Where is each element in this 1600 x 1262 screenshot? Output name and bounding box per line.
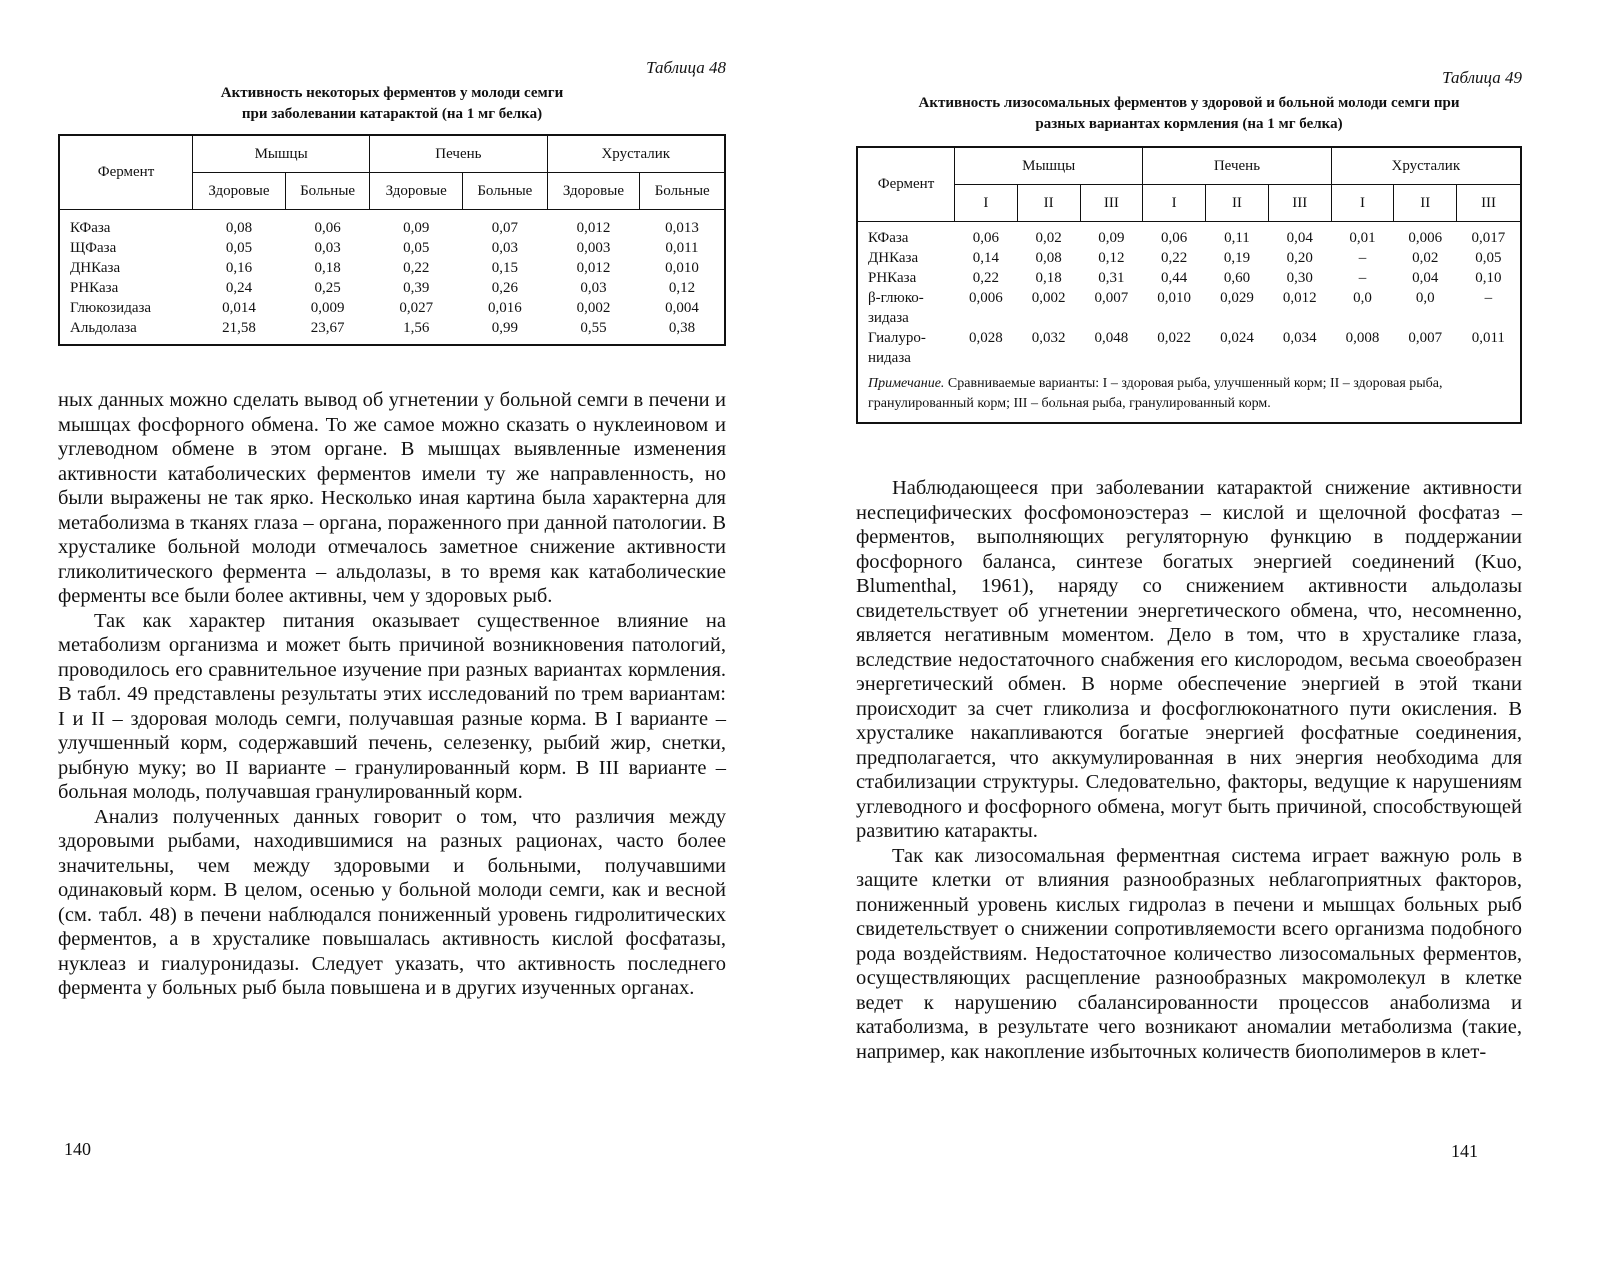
cell-value: 0,26 bbox=[491, 280, 518, 296]
subcol-header: II bbox=[1206, 185, 1269, 222]
cell-value: 0,20 bbox=[1286, 250, 1313, 266]
right-body-text bbox=[856, 476, 1522, 1064]
subcol-header: III bbox=[1080, 185, 1143, 222]
subcol-header: Больные bbox=[463, 173, 547, 210]
cell-value: 0,008 bbox=[1345, 330, 1380, 346]
cell-value: – bbox=[1484, 290, 1493, 306]
cell-value: 0,12 bbox=[1098, 250, 1125, 266]
cell-value: 0,05 bbox=[403, 240, 430, 256]
cell-value: 0,07 bbox=[491, 220, 518, 236]
table-49-label: Таблица 49 bbox=[1442, 68, 1522, 87]
table-49 bbox=[856, 146, 1522, 424]
cell-value: 0,048 bbox=[1094, 330, 1129, 346]
left-page bbox=[58, 0, 726, 1262]
enzyme-name: Глюкозидаза bbox=[70, 300, 152, 316]
cell-value: 0,14 bbox=[972, 250, 999, 266]
table-49-title bbox=[856, 93, 1522, 135]
table-row bbox=[857, 268, 1521, 288]
cell-value: 0,12 bbox=[668, 280, 696, 296]
enzyme-name bbox=[857, 248, 955, 268]
cell-value: 0,003 bbox=[576, 240, 611, 256]
group-header-lens: Хрусталик bbox=[1331, 147, 1521, 185]
table-49-title-line2: разных вариантах кормления (на 1 мг белка) bbox=[1035, 116, 1343, 132]
cell-value: 0,22 bbox=[403, 260, 430, 276]
cell-value: 0,010 bbox=[665, 260, 699, 276]
enzyme-name: ЩФаза bbox=[70, 240, 117, 256]
group-header-liver: Печень bbox=[1143, 147, 1331, 185]
enzyme-name-line2: нидаза bbox=[868, 350, 911, 366]
cell-value: 0,16 bbox=[225, 260, 253, 276]
cell-value: – bbox=[1358, 270, 1367, 286]
group-header-lens: Хрусталик bbox=[547, 135, 725, 173]
enzyme-name: Альдолаза bbox=[70, 320, 137, 336]
enzyme-name-line1: ДНКаза bbox=[868, 250, 919, 266]
cell-value: 0,31 bbox=[1098, 270, 1125, 286]
cell-value: 0,38 bbox=[668, 320, 696, 336]
cell-value: 0,04 bbox=[1412, 270, 1439, 286]
subcol-header: Здоровые bbox=[370, 173, 463, 210]
cell-value: 0,02 bbox=[1412, 250, 1439, 266]
cell-value: 0,012 bbox=[1282, 290, 1317, 306]
cell-value: 0,0 bbox=[1415, 290, 1435, 306]
cell-value: 0,09 bbox=[1098, 230, 1125, 246]
table-48-title-line2: при заболевании катарактой (на 1 мг белка) bbox=[241, 106, 543, 122]
cell-value: 0,012 bbox=[576, 260, 611, 276]
paragraph: Анализ полученных данных говорит о том, что различия между здоровыми рыбами, находившимися на разных рационах, часто более значительны, чем между здоровыми и больными, получавшими одинаковый корм. В целом, осенью у больной молоди семги, как и весной (см. табл. 48) в печени наблюдался пониженный уровень гидролитических ферментов, а в хрусталике повышалась активность кислой фосфатазы, нуклеаз и гиалуронидазы. Следует указать, что активность последнего фермента у больных рыб была повышена и в других изученных органах. bbox=[58, 805, 726, 999]
subcol-header: I bbox=[1143, 185, 1206, 222]
cell-value: 0,004 bbox=[665, 300, 699, 316]
table-row bbox=[857, 228, 1521, 248]
cell-value: 0,25 bbox=[314, 280, 341, 296]
cell-value: 0,028 bbox=[969, 330, 1003, 346]
enzyme-name: РНКаза bbox=[70, 280, 119, 296]
cell-value: 0,09 bbox=[403, 220, 430, 236]
cell-value: 0,06 bbox=[972, 230, 999, 246]
subcol-header: III bbox=[1457, 185, 1521, 222]
paragraph: Так как лизосомальная ферментная система играет важную роль в защите клетки от влияния разнообразных неблагоприятных факторов, пониженный уровень кислых гидролаз в печени и мышцах больных рыб свидетельствует о снижении сопротивляемости всего организма подобного рода воздействиям. Недостаточное количество лизосомальных ферментов, осуществляющих расщепление разнообразных макромолекул в клетке ведет к нарушению сбалансированности процессов анаболизма и катаболизма, в результате чего возникают аномалии метаболизма (такие, например, как накопление избыточных количеств биополимеров в клет- bbox=[856, 844, 1522, 1063]
table-row bbox=[59, 298, 725, 318]
table-row bbox=[59, 218, 725, 238]
page-number: 141 bbox=[1451, 1141, 1478, 1161]
cell-value: 0,022 bbox=[1157, 330, 1192, 346]
group-header-liver: Печень bbox=[370, 135, 547, 173]
subcol-header: II bbox=[1394, 185, 1457, 222]
subcol-header: I bbox=[1331, 185, 1394, 222]
cell-value: 0,007 bbox=[1094, 290, 1129, 306]
cell-value: 0,04 bbox=[1286, 230, 1313, 246]
cell-value: 0,11 bbox=[1224, 230, 1250, 246]
table-row bbox=[59, 258, 725, 278]
subcol-header: I bbox=[955, 185, 1018, 222]
cell-value: 0,017 bbox=[1471, 230, 1506, 246]
cell-value: 0,011 bbox=[665, 240, 699, 256]
cell-value: – bbox=[1358, 250, 1367, 266]
cell-value: 0,029 bbox=[1220, 290, 1254, 306]
paragraph: ных данных можно сделать вывод об угнетении у больной семги в печени и мышцах фосфорного обмена. То же самое можно сказать о нуклеиновом и углеводном обмене в этом органе. В мышцах выявленные изменения активности катаболических ферментов имели ту же направленность, но были выражены не так ярко. Несколько иная картина была характерна для метаболизма в тканях глаза – органа, пораженного при данной патологии. В хрусталике больной молоди отмечалось заметное снижение активности гликолитического фермента – альдолазы, в то время как катаболические ферменты все были более активны, чем у здоровых рыб. bbox=[58, 389, 726, 607]
cell-value: 0,03 bbox=[491, 240, 518, 256]
cell-value: 0,012 bbox=[576, 220, 611, 236]
cell-value: 0,08 bbox=[225, 220, 253, 236]
cell-value: 0,60 bbox=[1223, 270, 1251, 286]
cell-value: 0,06 bbox=[1161, 230, 1188, 246]
cell-value: 0,009 bbox=[310, 300, 345, 316]
cell-value: 0,15 bbox=[491, 260, 518, 276]
enzyme-name bbox=[857, 288, 955, 328]
cell-value: 0,010 bbox=[1157, 290, 1192, 306]
group-header-muscle: Мышцы bbox=[193, 135, 370, 173]
cell-value: 0,006 bbox=[1408, 230, 1443, 246]
cell-value: 0,0 bbox=[1353, 290, 1372, 306]
table-48 bbox=[58, 134, 726, 346]
cell-value: 0,44 bbox=[1161, 270, 1188, 286]
group-header-muscle: Мышцы bbox=[955, 147, 1143, 185]
enzyme-name-line1: β-глюко- bbox=[868, 290, 924, 306]
cell-value: 0,013 bbox=[665, 220, 699, 236]
cell-value: 0,18 bbox=[314, 260, 341, 276]
cell-value: 0,032 bbox=[1031, 330, 1066, 346]
table-49-note bbox=[857, 368, 1521, 423]
note-label: Примечание. bbox=[868, 376, 945, 391]
subcol-header: Больные bbox=[285, 173, 369, 210]
cell-value: 0,007 bbox=[1408, 330, 1443, 346]
subcol-header: III bbox=[1268, 185, 1331, 222]
cell-value: 0,027 bbox=[399, 300, 434, 316]
enzyme-name bbox=[857, 268, 955, 288]
left-body-text bbox=[58, 388, 726, 1001]
enzyme-name bbox=[857, 328, 955, 368]
cell-value: 0,014 bbox=[222, 300, 256, 316]
subcol-header: Здоровые bbox=[547, 173, 640, 210]
enzyme-name-line1: Гиалуро- bbox=[868, 330, 926, 346]
table-row bbox=[59, 238, 725, 258]
enzyme-name: ДНКаза bbox=[70, 260, 121, 276]
cell-value: 0,22 bbox=[972, 270, 999, 286]
cell-value: 0,22 bbox=[1161, 250, 1188, 266]
cell-value: 23,67 bbox=[310, 320, 345, 336]
col-enzyme-header: Фермент bbox=[857, 147, 955, 222]
cell-value: 0,05 bbox=[1475, 250, 1502, 266]
table-48-body bbox=[59, 210, 725, 346]
cell-value: 21,58 bbox=[222, 320, 256, 336]
table-48-title bbox=[58, 83, 726, 125]
subcol-header: II bbox=[1017, 185, 1080, 222]
note-text: Сравниваемые варианты: I – здоровая рыба, улучшенный корм; II – здоровая рыба, гранулированный корм; III – больная рыба, гранулированный корм. bbox=[868, 376, 1443, 411]
cell-value: 0,016 bbox=[487, 300, 522, 316]
page-number: 140 bbox=[64, 1139, 91, 1159]
enzyme-name-line1: РНКаза bbox=[868, 270, 917, 286]
enzyme-name-line2: зидаза bbox=[868, 310, 909, 326]
cell-value: 0,03 bbox=[580, 280, 607, 296]
cell-value: 0,30 bbox=[1286, 270, 1313, 286]
cell-value: 0,01 bbox=[1349, 230, 1376, 246]
table-48-title-line1: Активность некоторых ферментов у молоди семги bbox=[220, 85, 564, 101]
table-49-body bbox=[857, 222, 1521, 369]
cell-value: 0,024 bbox=[1220, 330, 1254, 346]
table-48-label: Таблица 48 bbox=[646, 58, 726, 77]
enzyme-name bbox=[857, 228, 955, 248]
subcol-header: Больные bbox=[640, 173, 725, 210]
table-row bbox=[59, 278, 725, 298]
cell-value: 0,034 bbox=[1282, 330, 1317, 346]
right-page bbox=[856, 0, 1522, 1262]
cell-value: 0,002 bbox=[576, 300, 611, 316]
cell-value: 0,006 bbox=[969, 290, 1003, 306]
cell-value: 0,10 bbox=[1475, 270, 1502, 286]
col-enzyme-header: Фермент bbox=[59, 135, 193, 210]
cell-value: 0,06 bbox=[314, 220, 341, 236]
cell-value: 0,08 bbox=[1035, 250, 1062, 266]
table-row bbox=[59, 318, 725, 345]
cell-value: 0,39 bbox=[403, 280, 430, 296]
cell-value: 0,99 bbox=[491, 320, 518, 336]
cell-value: 1,56 bbox=[403, 320, 430, 336]
table-row bbox=[857, 288, 1521, 328]
enzyme-name-line1: КФаза bbox=[868, 230, 909, 246]
paragraph: Наблюдающееся при заболевании катарактой снижение активности неспецифических фосфомоноэстераз – кислой и щелочной фосфатаз – ферментов, выполняющих регуляторную функцию в поддержании фосфорного баланса, синтезе богатых энергией соединений (Kuo, Blumenthal, 1961), наряду со снижением активности альдолазы свидетельствует об угнетении энергетического обмена, что, несомненно, является негативным моментом. Дело в том, что в хрусталике глаза, вследствие недостаточного снабжения его кислородом, весьма своеобразен энергетический обмен. В норме обеспечение энергией в этой ткани происходит за счет гликолиза и фосфоглюконатного пути окисления. В хрусталике накапливаются богатые энергией фосфатные соединения, предполагается, что аккумулированная в них энергия необходима для стабилизации структуры. Следовательно, факторы, ведущие к нарушениям углеводного и фосфорного обмена, могут быть причиной, способствующей развитию катаракты. bbox=[856, 477, 1522, 842]
cell-value: 0,19 bbox=[1223, 250, 1251, 266]
cell-value: 0,02 bbox=[1035, 230, 1062, 246]
cell-value: 0,011 bbox=[1471, 330, 1505, 346]
cell-value: 0,05 bbox=[225, 240, 253, 256]
table-row bbox=[857, 328, 1521, 368]
cell-value: 0,03 bbox=[314, 240, 341, 256]
cell-value: 0,55 bbox=[580, 320, 607, 336]
table-49-title-line1: Активность лизосомальных ферментов у здоровой и больной молоди семги при bbox=[918, 95, 1460, 111]
table-row bbox=[857, 248, 1521, 268]
enzyme-name: КФаза bbox=[70, 220, 111, 236]
paragraph: Так как характер питания оказывает существенное влияние на метаболизм организма и может быть причиной возникновения патологий, проводилось его сравнительное изучение при разных вариантах кормления. В табл. 49 представлены результаты этих исследований по трем вариантам: I и II – здоровая молодь семги, получавшая разные корма. В I варианте – улучшенный корм, содержавший печень, селезенку, рыбий жир, снетки, рыбную муку; во II варианте – гранулированный корм. В III варианте – больная молодь, получавшая гранулированный корм. bbox=[58, 609, 726, 803]
cell-value: 0,002 bbox=[1031, 290, 1066, 306]
cell-value: 0,24 bbox=[225, 280, 253, 296]
subcol-header: Здоровые bbox=[193, 173, 286, 210]
cell-value: 0,18 bbox=[1035, 270, 1062, 286]
